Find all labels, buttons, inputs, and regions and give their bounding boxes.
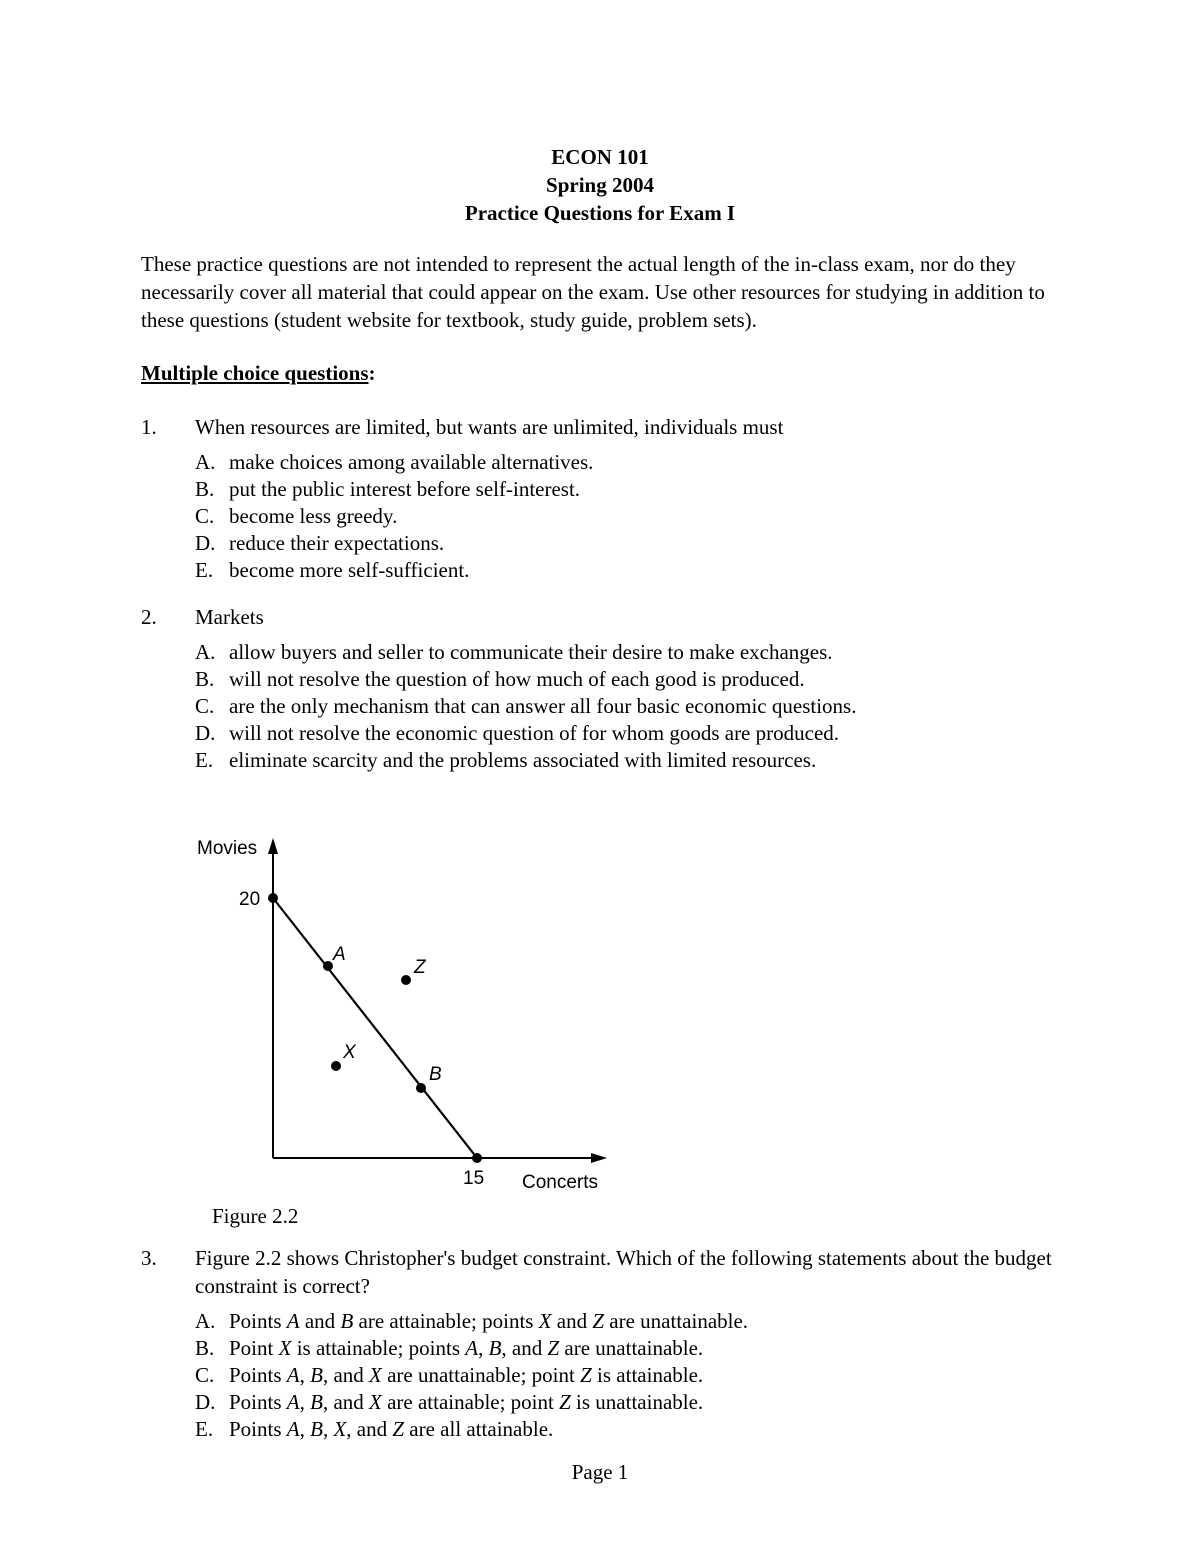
- choice-letter: A.: [195, 450, 216, 474]
- choice-text: become less greedy.: [229, 504, 398, 528]
- choice-letter: A.: [195, 1309, 216, 1333]
- choice-text: become more self-sufficient.: [229, 558, 470, 582]
- answer-choice: [195, 666, 1071, 693]
- answer-choices: [195, 1308, 1071, 1443]
- answer-choices: [195, 639, 1071, 774]
- x-intercept-label: 15: [463, 1168, 485, 1189]
- budget-line: [273, 898, 477, 1158]
- choice-text: will not resolve the question of how much of each good is produced.: [229, 667, 805, 691]
- choice-letter: A.: [195, 640, 216, 664]
- answer-choice: [195, 720, 1071, 747]
- answer-choice: [195, 503, 1071, 530]
- document-title: Practice Questions for Exam I: [464, 201, 736, 225]
- answer-choice: [195, 693, 1071, 720]
- answer-choice: [195, 449, 1071, 476]
- question-number: 2.: [141, 605, 157, 629]
- point-z: [401, 975, 411, 985]
- answer-choice: [195, 1389, 1071, 1416]
- y-axis-arrow: [268, 838, 278, 854]
- choice-text: eliminate scarcity and the problems associated with limited resources.: [229, 748, 817, 772]
- choice-letter: D.: [195, 1390, 216, 1414]
- y-intercept-label: 20: [239, 889, 261, 910]
- point-a: [323, 961, 333, 971]
- y-axis-label: Movies: [197, 838, 258, 859]
- x-intercept-point: [472, 1153, 482, 1163]
- section-heading-colon: :: [368, 361, 376, 385]
- answer-choice: [195, 557, 1071, 584]
- choice-text: allow buyers and seller to communicate their desire to make exchanges.: [229, 640, 833, 664]
- page-number: Page 1: [571, 1460, 629, 1484]
- section-heading: [141, 359, 376, 387]
- answer-choice: [195, 1362, 1071, 1389]
- choice-text: are the only mechanism that can answer all four basic economic questions.: [229, 694, 857, 718]
- question-row: [141, 603, 1071, 631]
- choice-letter: E.: [195, 558, 214, 582]
- figure-caption: Figure 2.2: [212, 1204, 299, 1228]
- answer-choice: [195, 476, 1071, 503]
- x-axis-label: Concerts: [522, 1172, 599, 1193]
- question-1: [141, 413, 1071, 584]
- choice-text: Point X is attainable; points A, B, and Z are unattainable.: [229, 1336, 704, 1360]
- question-number: 1.: [141, 415, 157, 439]
- intro-paragraph: These practice questions are not intended to represent the actual length of the in-class exam, nor do they necessarily cover all material that could appear on the exam. Use other resources for studying in addition to these questions (student website for textbook, study guide, problem sets).: [141, 252, 1045, 332]
- choice-letter: D.: [195, 531, 216, 555]
- choice-text: Points A, B, and X are unattainable; point Z is attainable.: [229, 1363, 704, 1387]
- answer-choice: [195, 1416, 1071, 1443]
- question-text: Figure 2.2 shows Christopher's budget constraint. Which of the following statements about the budget constraint is correct?: [195, 1246, 1052, 1298]
- question-text: Markets: [195, 605, 264, 629]
- choice-letter: B.: [195, 477, 215, 501]
- answer-choice: [195, 747, 1071, 774]
- choice-letter: B.: [195, 1336, 215, 1360]
- choice-text: reduce their expectations.: [229, 531, 445, 555]
- y-intercept-point: [268, 893, 278, 903]
- document-header: [0, 143, 1200, 227]
- choice-letter: E.: [195, 1417, 214, 1441]
- answer-choice: [195, 1308, 1071, 1335]
- x-axis-arrow: [591, 1153, 607, 1163]
- term-title: Spring 2004: [546, 173, 654, 197]
- budget-constraint-graph: [185, 830, 625, 1200]
- question-text: When resources are limited, but wants are unlimited, individuals must: [195, 415, 784, 439]
- point-x: [331, 1061, 341, 1071]
- question-2: [141, 603, 1071, 774]
- section-heading-text: Multiple choice questions: [141, 361, 369, 385]
- point-b: [416, 1083, 426, 1093]
- course-title: ECON 101: [551, 145, 649, 169]
- point-x-label: X: [343, 1042, 356, 1063]
- choice-text: make choices among available alternatives.: [229, 450, 594, 474]
- answer-choice: [195, 1335, 1071, 1362]
- answer-choice: [195, 639, 1071, 666]
- answer-choices: [195, 449, 1071, 584]
- point-b-label: B: [429, 1064, 442, 1085]
- choice-text: will not resolve the economic question of for whom goods are produced.: [229, 721, 840, 745]
- choice-text: put the public interest before self-interest.: [229, 477, 581, 501]
- choice-letter: D.: [195, 721, 216, 745]
- point-z-label: Z: [414, 957, 426, 978]
- choice-letter: C.: [195, 504, 215, 528]
- question-row: [141, 413, 1071, 441]
- question-3: [141, 1244, 1071, 1443]
- question-row: [141, 1244, 1071, 1300]
- budget-constraint-figure: [185, 830, 625, 1200]
- choice-letter: E.: [195, 748, 214, 772]
- choice-letter: C.: [195, 694, 215, 718]
- answer-choice: [195, 530, 1071, 557]
- question-number: 3.: [141, 1246, 157, 1270]
- choice-letter: C.: [195, 1363, 215, 1387]
- choice-text: Points A, B, and X are attainable; point Z is unattainable.: [229, 1390, 704, 1414]
- point-a-label: A: [333, 944, 346, 965]
- choice-text: Points A and B are attainable; points X and Z are unattainable.: [229, 1309, 749, 1333]
- choice-letter: B.: [195, 667, 215, 691]
- choice-text: Points A, B, X, and Z are all attainable.: [229, 1417, 554, 1441]
